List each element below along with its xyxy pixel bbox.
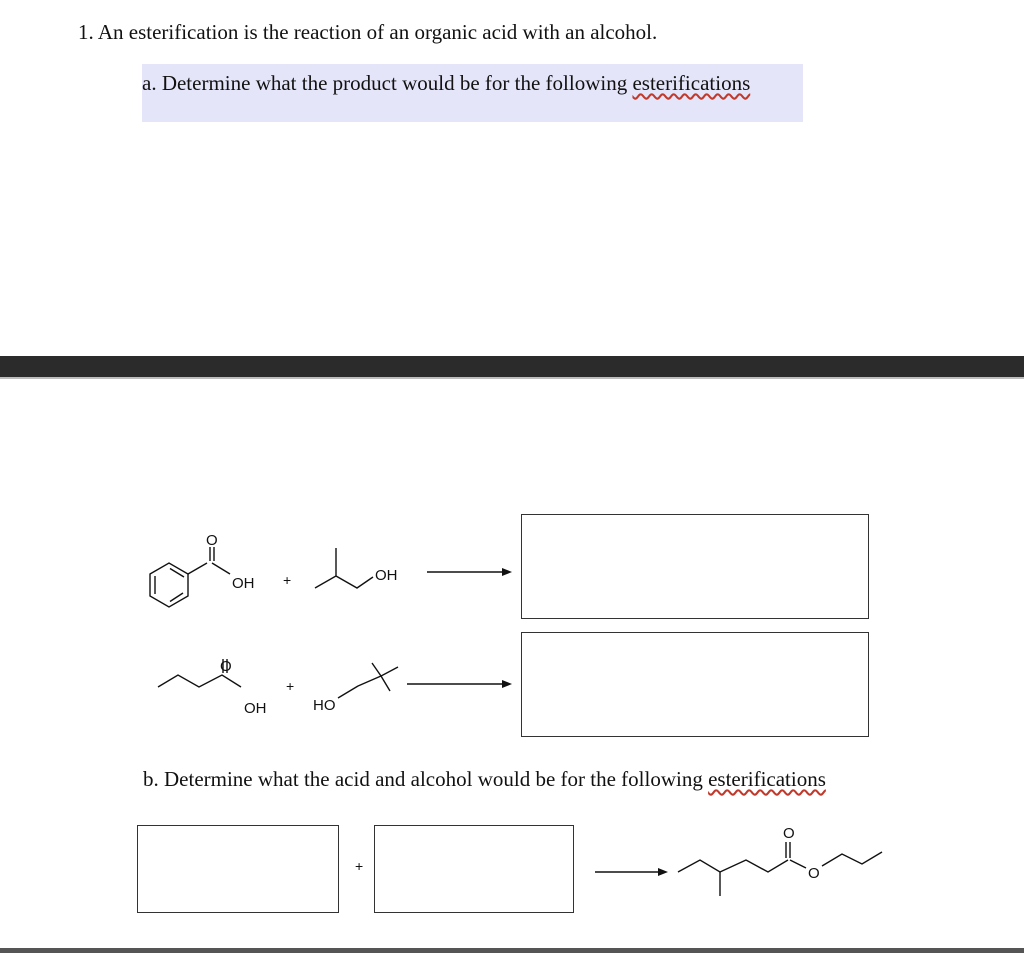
page-bottom-edge: [0, 948, 1024, 953]
reaction-2-arrowhead: [502, 680, 512, 688]
carbonyl-o-label: O: [206, 532, 218, 549]
page-divider-shadow: [0, 377, 1024, 379]
acid-oh-label: OH: [232, 575, 255, 592]
alcohol-ho-label: HO: [313, 697, 336, 714]
butanoyl-chain: [158, 675, 241, 687]
part-a-underlined-word: esterifications: [632, 71, 751, 95]
plus-sign-1: +: [283, 572, 292, 588]
ethyl-chain: [822, 852, 882, 866]
reaction-1-scheme: [140, 530, 520, 630]
carbonyl-o-label-2: O: [220, 658, 232, 675]
tert-butyl-chain: [338, 663, 398, 698]
part-b-underlined-word: esterifications: [708, 767, 826, 791]
ring-to-carbonyl-bond: [188, 563, 207, 574]
reaction-3-arrowhead: [658, 868, 668, 876]
ester-oxygen-label: O: [808, 865, 820, 882]
part-a-prompt: [142, 71, 750, 96]
isovaleryl-chain: [678, 860, 788, 872]
answer-box-a1[interactable]: [521, 514, 869, 619]
alcohol-oh-label: OH: [375, 567, 398, 584]
part-a-prompt-text: a. Determine what the product would be for the following: [142, 71, 633, 95]
ester-product-scheme: [590, 820, 890, 910]
question-1-title: 1. An esterification is the reaction of an organic acid with an alcohol.: [78, 20, 658, 44]
carbonyl-to-ester-o-bond: [790, 860, 806, 868]
isobutyl-chain: [315, 548, 373, 588]
reaction-2-scheme: [140, 655, 520, 725]
answer-box-a2[interactable]: [521, 632, 869, 737]
ester-carbonyl-o-label: O: [783, 825, 795, 842]
carbonyl-to-oh-bond: [212, 563, 230, 574]
reaction-1-arrowhead: [502, 568, 512, 576]
page-divider: [0, 356, 1024, 377]
part-b-prompt-text: b. Determine what the acid and alcohol would be for the following: [143, 767, 709, 791]
acid-oh-label-2: OH: [244, 700, 267, 717]
answer-box-b-alcohol[interactable]: [374, 825, 574, 913]
part-b-prompt: [143, 767, 826, 792]
answer-box-b-acid[interactable]: [137, 825, 339, 913]
plus-sign-3: +: [355, 858, 364, 874]
plus-sign-2: +: [286, 678, 295, 694]
